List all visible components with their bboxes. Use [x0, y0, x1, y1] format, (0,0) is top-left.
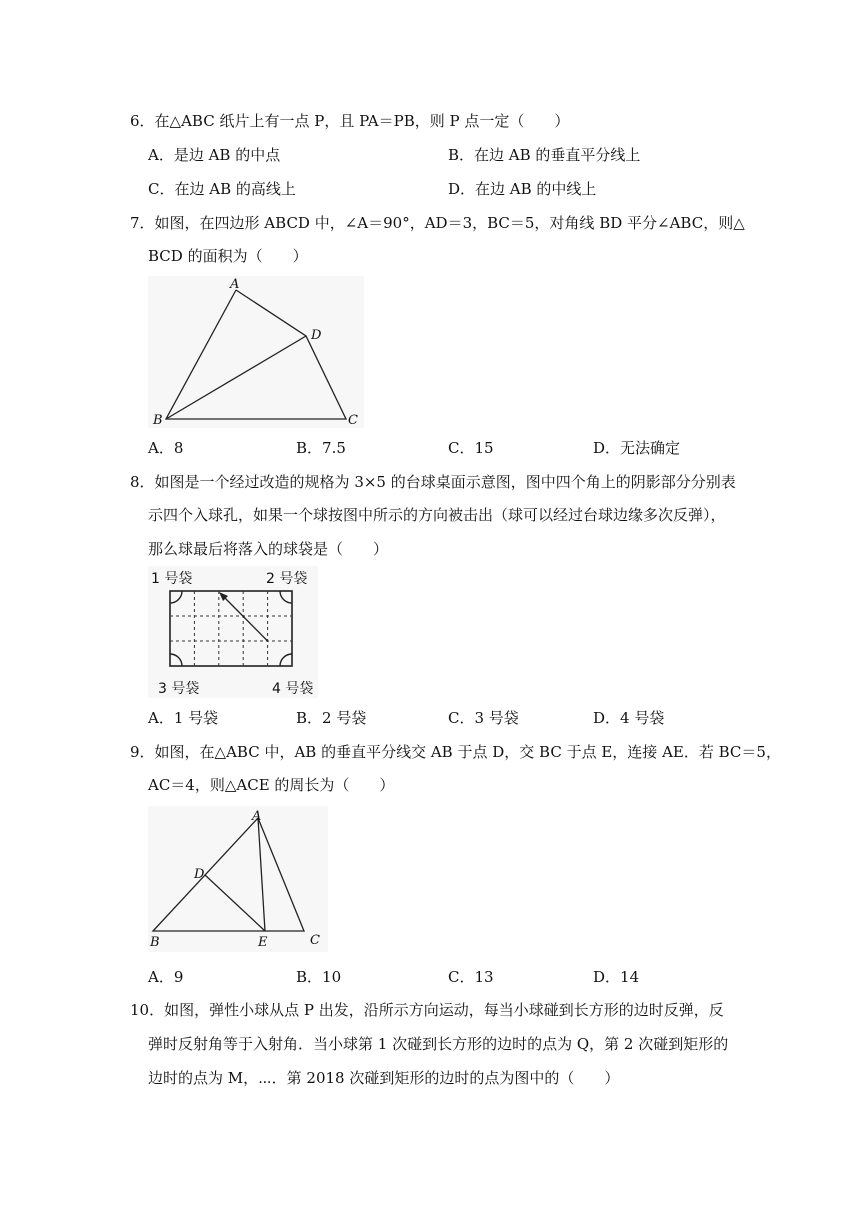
q10-stem-line-2: 弹时反射角等于入射角．当小球第 1 次碰到长方形的边时的点为 Q，第 2 次碰到矩形的: [148, 1035, 729, 1053]
q9-option-a: A．9: [148, 968, 184, 986]
q9-label-e: E: [258, 935, 268, 950]
q8-stem-line-1: 8．如图是一个经过改造的规格为 3×5 的台球桌面示意图，图中四个角上的阴影部分分别表: [130, 473, 736, 491]
q8-stem-line-2: 示四个入球孔，如果一个球按图中所示的方向被击出（球可以经过台球边缘多次反弹），: [148, 506, 726, 524]
q8-option-d: D．4 号袋: [593, 709, 665, 727]
q8-option-a: A．1 号袋: [148, 709, 219, 727]
q8-billiard-table-figure: [148, 566, 318, 698]
q7-option-d: D．无法确定: [593, 439, 681, 457]
q7-stem-line-2: BCD 的面积为（ ）: [148, 247, 308, 265]
q8-option-c: C．3 号袋: [448, 709, 519, 727]
q10-stem-line-1: 10．如图，弹性小球从点 P 出发，沿所示方向运动，每当小球碰到长方形的边时反弹，反: [130, 1001, 724, 1019]
q8-pocket-2-label: 2 号袋: [266, 571, 308, 587]
q7-label-a: A: [230, 277, 240, 292]
q9-stem-line-2: AC＝4，则△ACE 的周长为（ ）: [148, 776, 395, 794]
q9-option-d: D．14: [593, 968, 640, 986]
q10-stem-line-3: 边时的点为 M，⋯．第 2018 次碰到矩形的边时的点为图中的（ ）: [148, 1069, 620, 1087]
q9-triangle-figure: [148, 806, 328, 952]
q9-label-a: A: [252, 809, 262, 824]
q8-option-b: B．2 号袋: [296, 709, 367, 727]
q8-stem-line-3: 那么球最后将落入的球袋是（ ）: [148, 540, 389, 558]
q7-label-d: D: [311, 328, 322, 343]
q6-option-b: B．在边 AB 的垂直平分线上: [448, 146, 641, 164]
q6-stem-line-1: 6．在△ABC 纸片上有一点 P，且 PA＝PB，则 P 点一定（ ）: [130, 112, 570, 130]
q6-option-d: D．在边 AB 的中线上: [448, 180, 597, 198]
q9-label-c: C: [310, 933, 320, 948]
q7-option-c: C．15: [448, 439, 494, 457]
q8-pocket-1-label: 1 号袋: [151, 571, 193, 587]
q6-option-a: A．是边 AB 的中点: [148, 146, 281, 164]
q9-stem-line-1: 9．如图，在△ABC 中，AB 的垂直平分线交 AB 于点 D，交 BC 于点 E，连接 AE．若 BC＝5，: [130, 743, 781, 761]
q7-label-b: B: [153, 413, 163, 428]
q9-label-d: D: [194, 867, 205, 882]
q9-label-b: B: [150, 935, 160, 950]
q8-pocket-4-label: 4 号袋: [272, 681, 314, 697]
q7-option-a: A．8: [148, 439, 184, 457]
q6-option-c: C．在边 AB 的高线上: [148, 180, 296, 198]
q8-pocket-3-label: 3 号袋: [158, 681, 200, 697]
q7-stem-line-1: 7．如图，在四边形 ABCD 中，∠A＝90°，AD＝3，BC＝5，对角线 BD 平分∠ABC，则△: [130, 214, 745, 232]
q7-label-c: C: [348, 413, 358, 428]
q7-option-b: B．7.5: [296, 439, 346, 457]
q7-quadrilateral-figure: [148, 276, 364, 428]
q9-option-c: C．13: [448, 968, 494, 986]
q9-option-b: B．10: [296, 968, 342, 986]
